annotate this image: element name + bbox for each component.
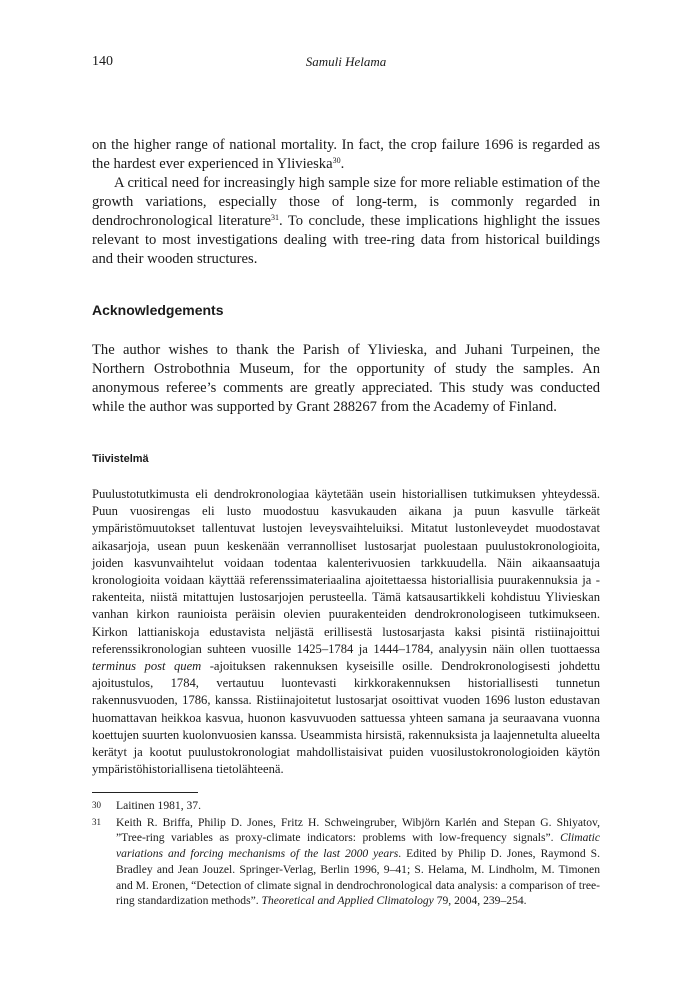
running-head: Samuli Helama (305, 54, 387, 69)
footnote-italic-title: Climatic variations and forcing mechanisms of the last 2000 years (116, 831, 600, 861)
footnote-ref-31[interactable]: 31 (270, 213, 279, 222)
abstract-heading: Tiivistelmä (92, 453, 149, 465)
abstract-paragraph: Puulustotutkimusta eli dendrokronologiaa käytetään usein historiallisen tutkimuksen yhteydessä. Puun vuosirengas eli lusto muodostuu kasvukauden aikana ja puun kasvulle tärkeät ympäristömuutokset tallentuvat lustojen leveysvaihteluiksi. Mitatut lustonleveydet muodostavat aikasarjoja, usean puun keskenään verrannolliset lustosarjat puolestaan puulustokronologioita, joiden kasvunvaihtelut voidaan todentaa kalenterivuosien tarkkuudella. Näin aikaansaatuja kronologioita voidaan käyttää referenssimateriaalina ajoitettaessa historiallisia puurakennuksia ja -rakenteita, niistä mitattujen lustosarjojen perusteella. Tämä katsausartikkeli kohdistuu Ylivieskan vanhan kirkon raunioista peräisin olevien puurakenteiden dendrokronologiseen tutkimukseen. Kirkon lattianiskoja edustavista neljästä erillisestä lustosarjasta kaksi pisintä ristiinajoittui referenssikronologian suhteen vuosille 1425–1784 ja 1444–1784, analyysin näin ollen tuottaessa terminus post quem -ajoituksen rakennuksen kyseisille osille. Dendrokronologisesti johdettu ajoitustulos, 1784, vertautuu luontevasti kirkkorakennuksen historiallisesti tunnetun rakennusvuoden, 1786, kanssa. Ristiinajoitetut lustosarjat osoittivat vuoden 1696 luston edustavan huomattavan heikkoa kasvua, huonon kasvuvuoden sattuessa yhteen samana ja seuraavana vuonna koettujen suurten kuolonvuosien kanssa. Useammista hirsistä, rakennuksista ja laajennetulta alueelta kerätyt ja kootut puulustokronologiat mahdollistaisivat puiden vuosilustokronologioiden käytön ympäristöhistoriallisena tietolähteenä. (92, 487, 600, 777)
abstract-section (92, 486, 600, 778)
footnote-text: Laitinen 1981, 37. (116, 799, 202, 812)
footnote-ref-30[interactable]: 30 (332, 156, 341, 165)
acknowledgements-section (92, 341, 600, 417)
footnote-text: Keith R. Briffa, Philip D. Jones, Fritz H. Schweingruber, Wibjörn Karlén and Stepan G. Shiyatov, ”Tree-ring variables as proxy-climate indicators: problems with low-frequency signals”. Climatic variations and forcing mechanisms of the last 2000 years. Edited by Philip D. Jones, Raymond S. Bradley and Jean Jouzel. Springer-Verlag, Berlin 1996, 9–41; S. Helama, M. Lindholm, M. Timonen and M. Eronen, “Detection of climate signal in dendrochronological data analysis: a comparison of tree-ring standardization methods”. Theoretical and Applied Climatology 79, 2004, 239–254. (116, 815, 600, 908)
acknowledgements-heading: Acknowledgements (92, 302, 224, 318)
body-section (92, 136, 600, 269)
acknowledgements-paragraph: The author wishes to thank the Parish of Ylivieska, and Juhani Turpeinen, the Northern Ostrobothnia Museum, for the opportunity of study the samples. An anonymous referee’s comments are greatly appreciated. This study was conducted while the author was supported by Grant 288267 from the Academy of Finland. (92, 342, 600, 415)
footnote-italic-journal: Theoretical and Applied Climatology (261, 894, 434, 908)
body-paragraph-2: A critical need for increasingly high sample size for more reliable estimation of the growth variations, especially those of long-term, is commonly regarded in dendrochronological literature$^{31}$. To conclude, these implications highlight the issues relevant to most investigations dealing with tree-ring data from historical buildings and their wooden structures. (92, 175, 600, 267)
footnote-31 (92, 815, 600, 909)
footnotes (92, 798, 600, 910)
footnote-divider (92, 792, 198, 793)
footnote-30 (92, 798, 600, 814)
footnote-number: 31 (92, 816, 101, 827)
footnote-number: 30 (92, 800, 101, 810)
abstract-italic-term: terminus post quem (92, 659, 202, 674)
body-paragraph-1: on the higher range of national mortality. In fact, the crop failure 1696 is regarded as the hardest ever experienced in Ylivieska$^{30}$. (92, 137, 600, 172)
page-header (92, 54, 600, 74)
page-number: 140 (92, 54, 113, 69)
